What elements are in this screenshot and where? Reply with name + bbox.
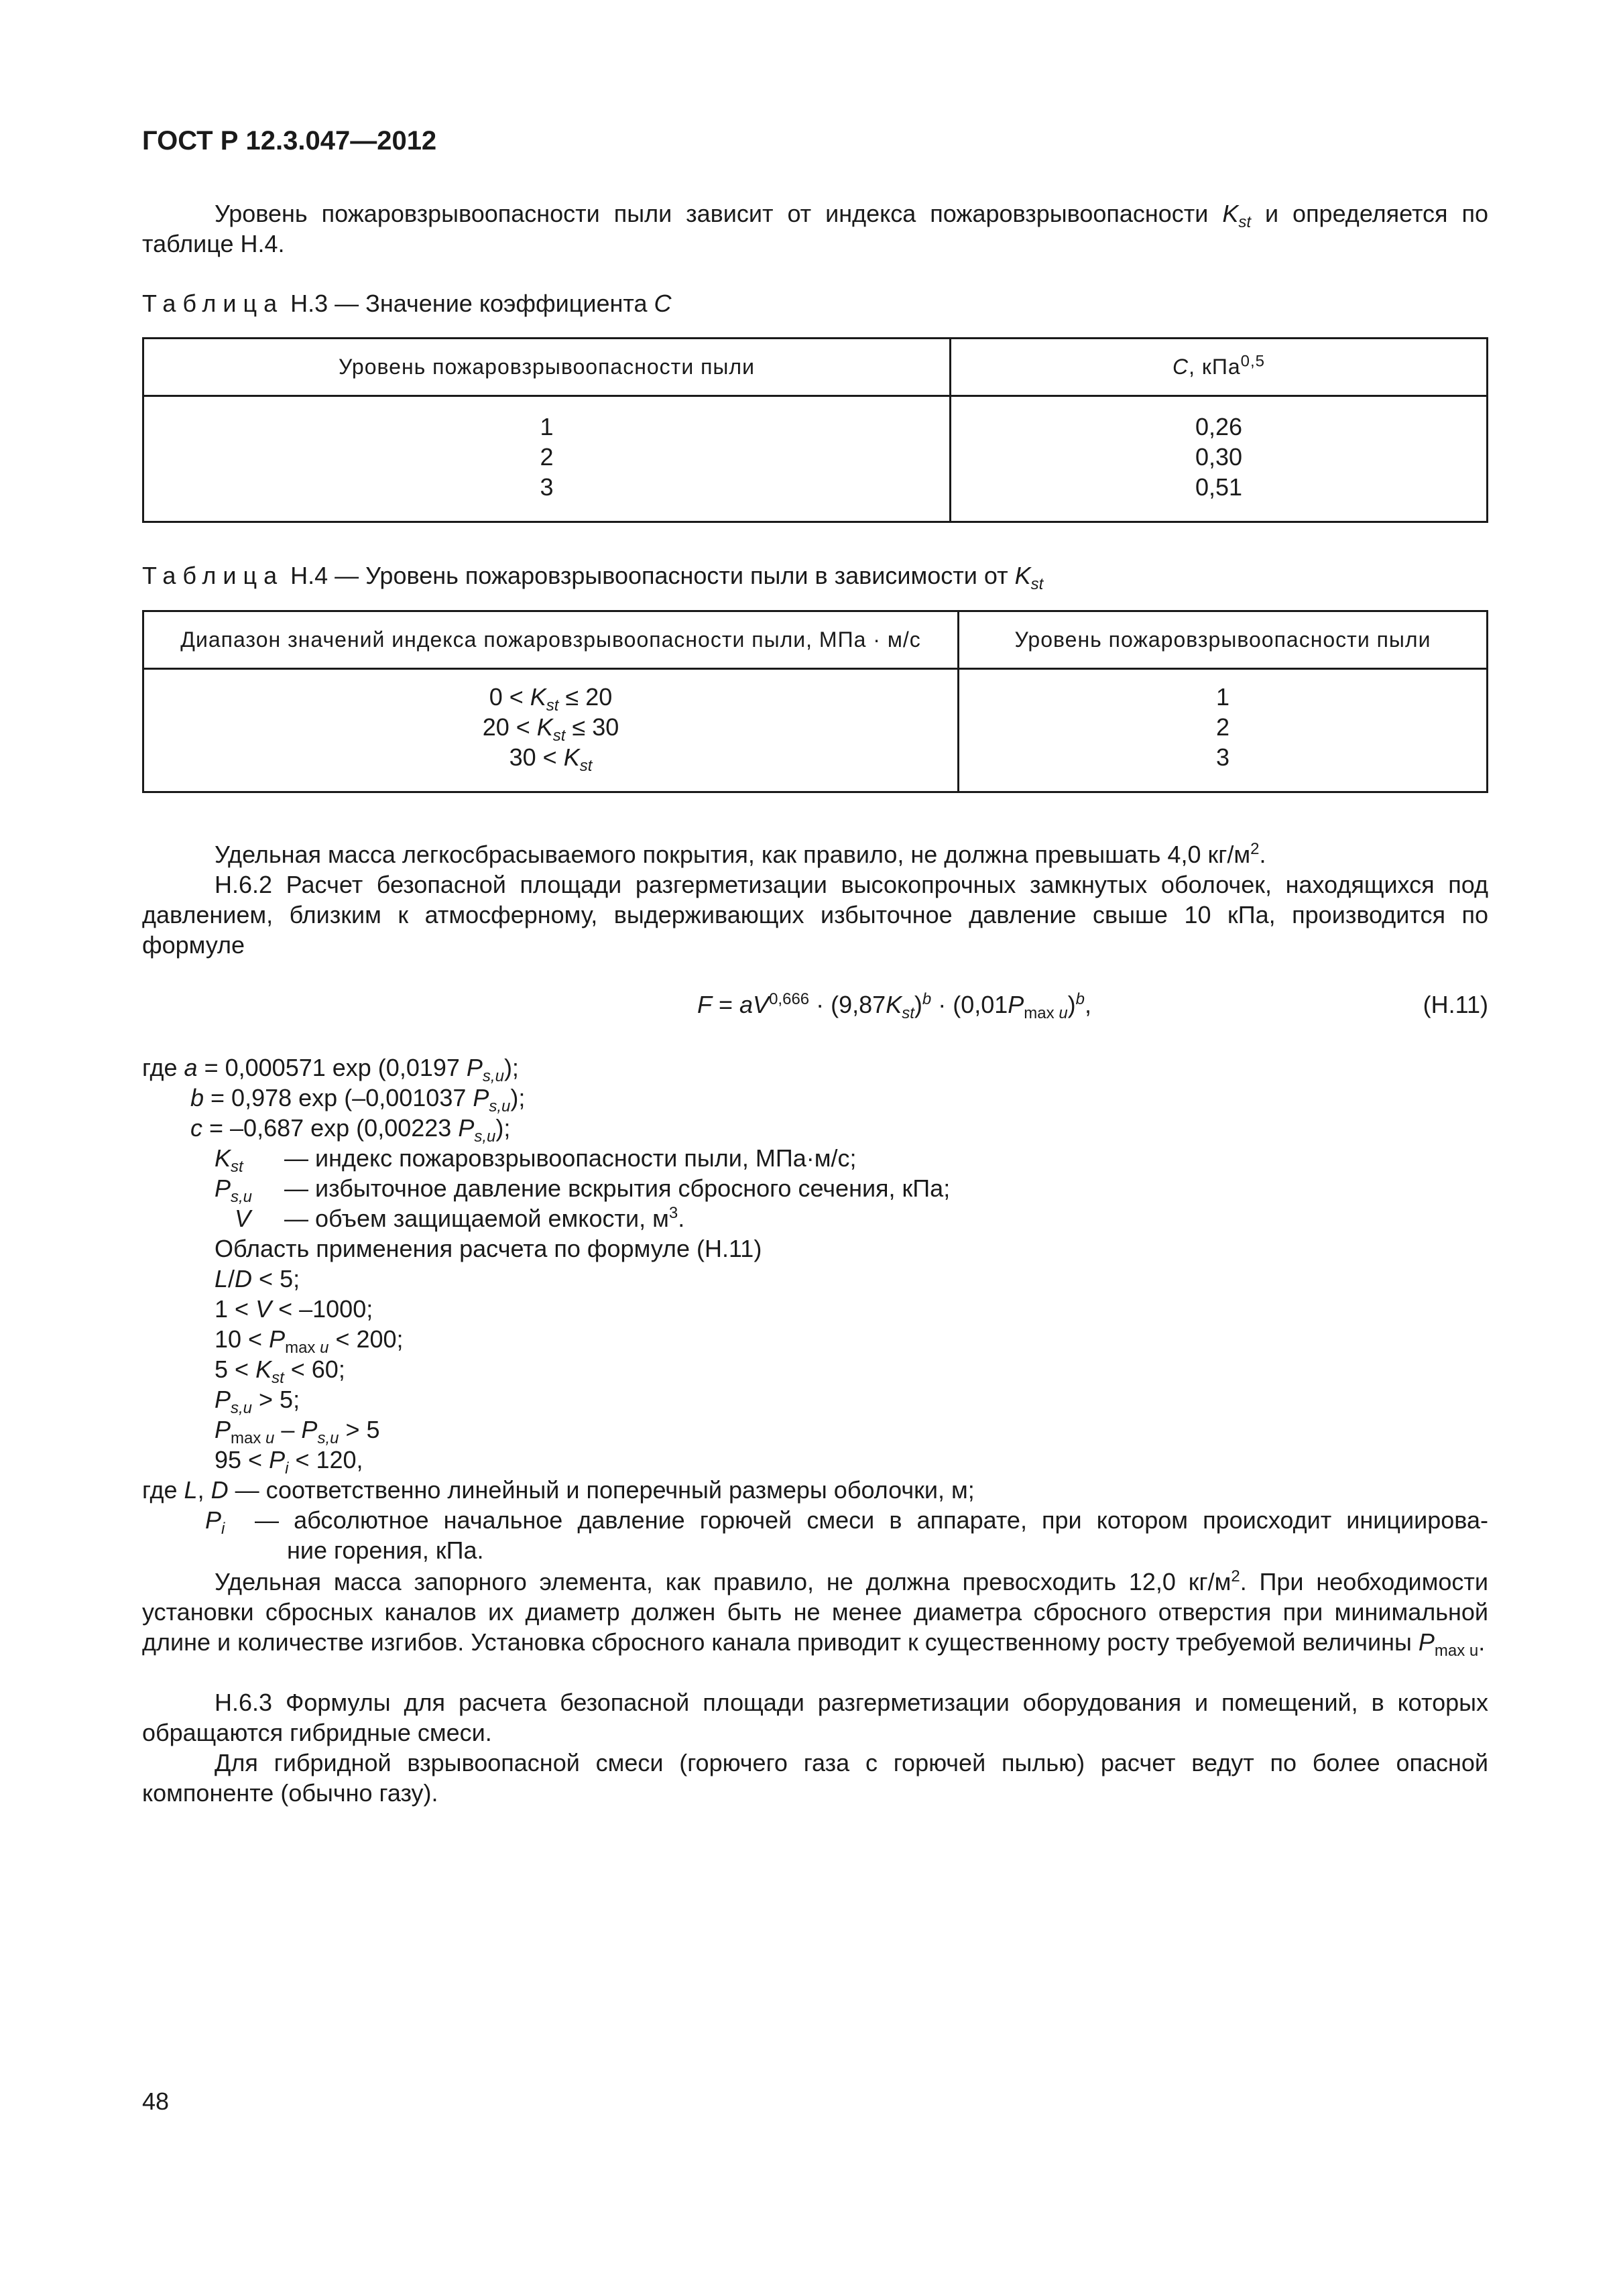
scope-pmax: $10 < P_{max u} < 200$;	[215, 1325, 404, 1357]
definition-pi-text-1: — абсолютное начальное давление горючей смеси в аппарате, при котором происходит инициирова-	[255, 1506, 1488, 1534]
scope-v: 1 < V < –1000;	[215, 1295, 373, 1323]
table-row: 2	[1215, 713, 1230, 741]
table-h3-values	[951, 396, 1488, 522]
mass-locking-paragraph: Удельная масса запорного элемента, как правило, не должна превосходить 12,0 $кг/м^2$. При необходимости установки сбросных каналов их диаметр должен быть не менее диаметра сбросного отверстия при минимальной длине и количестве изгибов. Установка сбросного канала приводит к существенному росту требуемой величины $P_{max u}$.	[142, 1567, 1488, 1660]
table-h4-levels	[959, 669, 1488, 792]
definition-v-symbol: V	[235, 1205, 251, 1232]
formula-number: (Н.11)	[1423, 991, 1488, 1018]
scope-kst: $5 < K_{st} < 60$;	[215, 1355, 345, 1388]
section-h62-paragraph: Н.6.2 Расчет безопасной площади разгерметизации высокопрочных замкнутых оболочек, находящихся под давлением, близким к атмосферному, выдерживающих избыточное давление свыше 10 кПа, производится по формуле	[142, 871, 1488, 959]
table-h3-levels	[143, 396, 951, 522]
formula-h11	[142, 991, 1488, 1024]
table-h3-caption: Таблица Н.3 — Значение коэффициента C	[142, 290, 672, 317]
definition-pi-text-2: ние горения, кПа.	[287, 1536, 484, 1564]
scope-ld: L/D < 5;	[215, 1265, 300, 1292]
table-h3-header-coefficient: C, кПа$^{0,5}$	[951, 339, 1488, 396]
definition-b: b = 0,978 exp (–0,001037 $P_{s,u}$);	[190, 1084, 526, 1116]
table-h4	[142, 610, 1488, 793]
table-h4-ranges	[143, 669, 959, 792]
scope-title: Область применения расчета по формуле (Н.11)	[215, 1235, 762, 1262]
definition-psu-text: — избыточное давление вскрытия сбросного сечения, кПа;	[284, 1174, 951, 1202]
intro-paragraph: Уровень пожаровзрывоопасности пыли зависит от индекса пожаровзрывоопасности $K_{st}$ и определяется по таблице Н.4.	[142, 200, 1489, 257]
table-row: $20 < K_{st} \le 30$	[482, 713, 619, 745]
table-row: 1	[540, 413, 554, 440]
table-row: 0,30	[1195, 443, 1243, 471]
definition-pi-symbol: $P_i$	[205, 1506, 225, 1538]
page-number: 48	[142, 2088, 170, 2115]
scope-diff: $P_{max u} - P_{s,u} > 5$	[215, 1416, 380, 1448]
table-h3	[142, 337, 1488, 523]
table-h4-header-level: Уровень пожаровзрывоопасности пыли	[959, 611, 1488, 669]
definition-kst-text: — индекс пожаровзрывоопасности пыли, МПа·м/с;	[284, 1144, 857, 1172]
definition-c: c = –0,687 exp (0,00223 $P_{s,u}$);	[190, 1114, 511, 1146]
scope-pi: $95 < P_i < 120$,	[215, 1446, 363, 1478]
definition-psu-symbol: $P_{s,u}$	[215, 1174, 253, 1207]
table-h4-caption: Таблица Н.4 — Уровень пожаровзрывоопасности пыли в зависимости от $K_{st}$	[142, 562, 1044, 594]
scope-psu: $P_{s,u} > 5$;	[215, 1386, 300, 1418]
definition-v-text: — объем защищаемой емкости, $м^3$.	[284, 1204, 685, 1232]
definition-a: где a = 0,000571 exp (0,0197 $P_{s,u}$);	[142, 1054, 519, 1086]
section-h63-paragraph: Н.6.3 Формулы для расчета безопасной площади разгерметизации оборудования и помещений, в которых обращаются гибридные смеси.	[142, 1689, 1488, 1746]
table-row: 1	[1215, 683, 1230, 711]
table-h4-header-range: Диапазон значений индекса пожаровзрывоопасности пыли, МПа · м/с	[143, 611, 959, 669]
table-row: $30 < K_{st}$	[509, 743, 593, 776]
definition-ld: где L, D — соответственно линейный и поперечный размеры оболочки, м;	[142, 1476, 975, 1504]
mass-covering-paragraph: Удельная масса легкосбрасываемого покрытия, как правило, не должна превышать 4,0 $кг/м^2$.	[215, 840, 1266, 868]
table-row: $0 < K_{st} \le 20$	[489, 683, 613, 715]
table-row: 0,26	[1195, 413, 1243, 440]
definition-kst-symbol: $K_{st}$	[215, 1144, 243, 1176]
hybrid-mixture-paragraph: Для гибридной взрывоопасной смеси (горючего газа с горючей пылью) расчет ведут по более опасной компоненте (обычно газу).	[142, 1749, 1488, 1807]
formula-expression: $F = aV^{0,666} \cdot (9,87K_{st})^b \cdot (0,01P_{max u})^b$,	[697, 990, 1092, 1023]
table-row: 3	[1215, 743, 1230, 771]
table-row: 0,51	[1195, 473, 1243, 501]
table-row: 3	[540, 473, 554, 501]
table-h3-header-level: Уровень пожаровзрывоопасности пыли	[143, 339, 951, 396]
table-row: 2	[540, 443, 554, 471]
document-code: ГОСТ Р 12.3.047—2012	[142, 126, 437, 156]
